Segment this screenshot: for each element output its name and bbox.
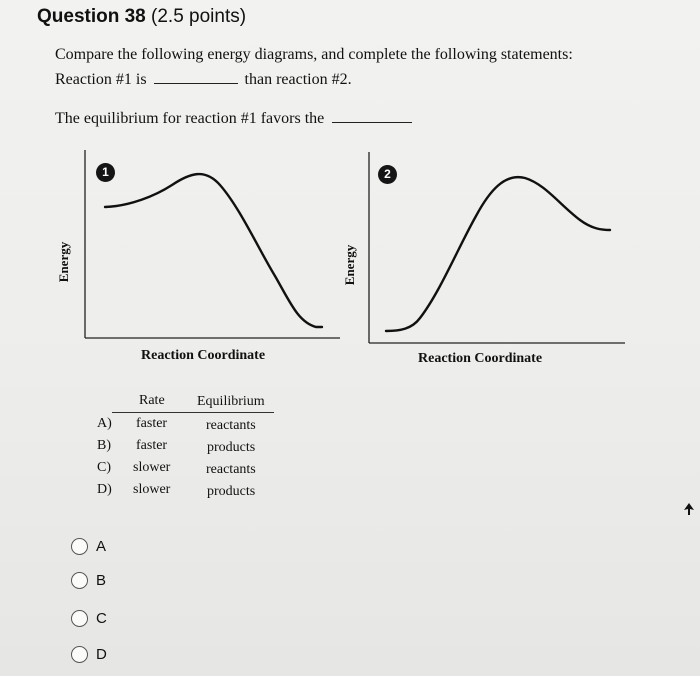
radio-button-b[interactable] (71, 572, 88, 589)
diagram-2-y-label: Energy (342, 244, 358, 286)
question-title: Question 38 (37, 6, 146, 27)
table-row-equilibrium: products (207, 484, 256, 499)
option-b-label: B (96, 571, 107, 589)
diagram-1-badge: 1 (96, 163, 115, 182)
table-header-rate: Rate (139, 393, 165, 408)
diagram-2-x-label: Reaction Coordinate (418, 351, 543, 366)
table-row-label: B) (97, 438, 111, 453)
table-row-rate: faster (136, 416, 168, 431)
option-b[interactable] (71, 569, 106, 591)
prompt-line-2-after: than reaction #2. (244, 71, 352, 88)
table-row-label: D) (97, 482, 112, 497)
table-row-rate: slower (133, 460, 171, 475)
option-d[interactable] (71, 643, 107, 665)
radio-button-a[interactable] (71, 538, 88, 555)
table-row-equilibrium: reactants (206, 462, 256, 477)
prompt-line-2-before: Reaction #1 is (55, 71, 147, 88)
table-row-rate: slower (133, 482, 171, 497)
table-row-equilibrium: reactants (206, 418, 256, 433)
option-d-label: D (96, 645, 107, 663)
table-header-equilibrium: Equilibrium (197, 394, 265, 409)
option-c[interactable] (71, 607, 107, 629)
prompt-line-1: Compare the following energy diagrams, and complete the following statements: (55, 46, 573, 63)
prompt-line-3-text: The equilibrium for reaction #1 favors the (55, 110, 325, 127)
question-points: (2.5 points) (151, 6, 247, 27)
table-row-label: C) (97, 460, 111, 475)
diagram-1-x-label: Reaction Coordinate (141, 348, 266, 363)
table-row-rate: faster (136, 438, 168, 453)
table-header-rule (112, 412, 274, 413)
option-a-label: A (96, 537, 107, 555)
table-row-label: A) (97, 416, 112, 431)
diagram-1-energy-curve (105, 174, 322, 327)
diagram-1-y-label: Energy (56, 241, 72, 283)
diagram-2-energy-curve (386, 177, 610, 331)
option-a[interactable] (71, 535, 106, 557)
mouse-cursor-icon (683, 502, 695, 516)
diagram-2-badge: 2 (378, 165, 397, 184)
radio-button-d[interactable] (71, 646, 88, 663)
table-row-equilibrium: products (207, 440, 256, 455)
option-c-label: C (96, 609, 107, 627)
radio-button-c[interactable] (71, 610, 88, 627)
